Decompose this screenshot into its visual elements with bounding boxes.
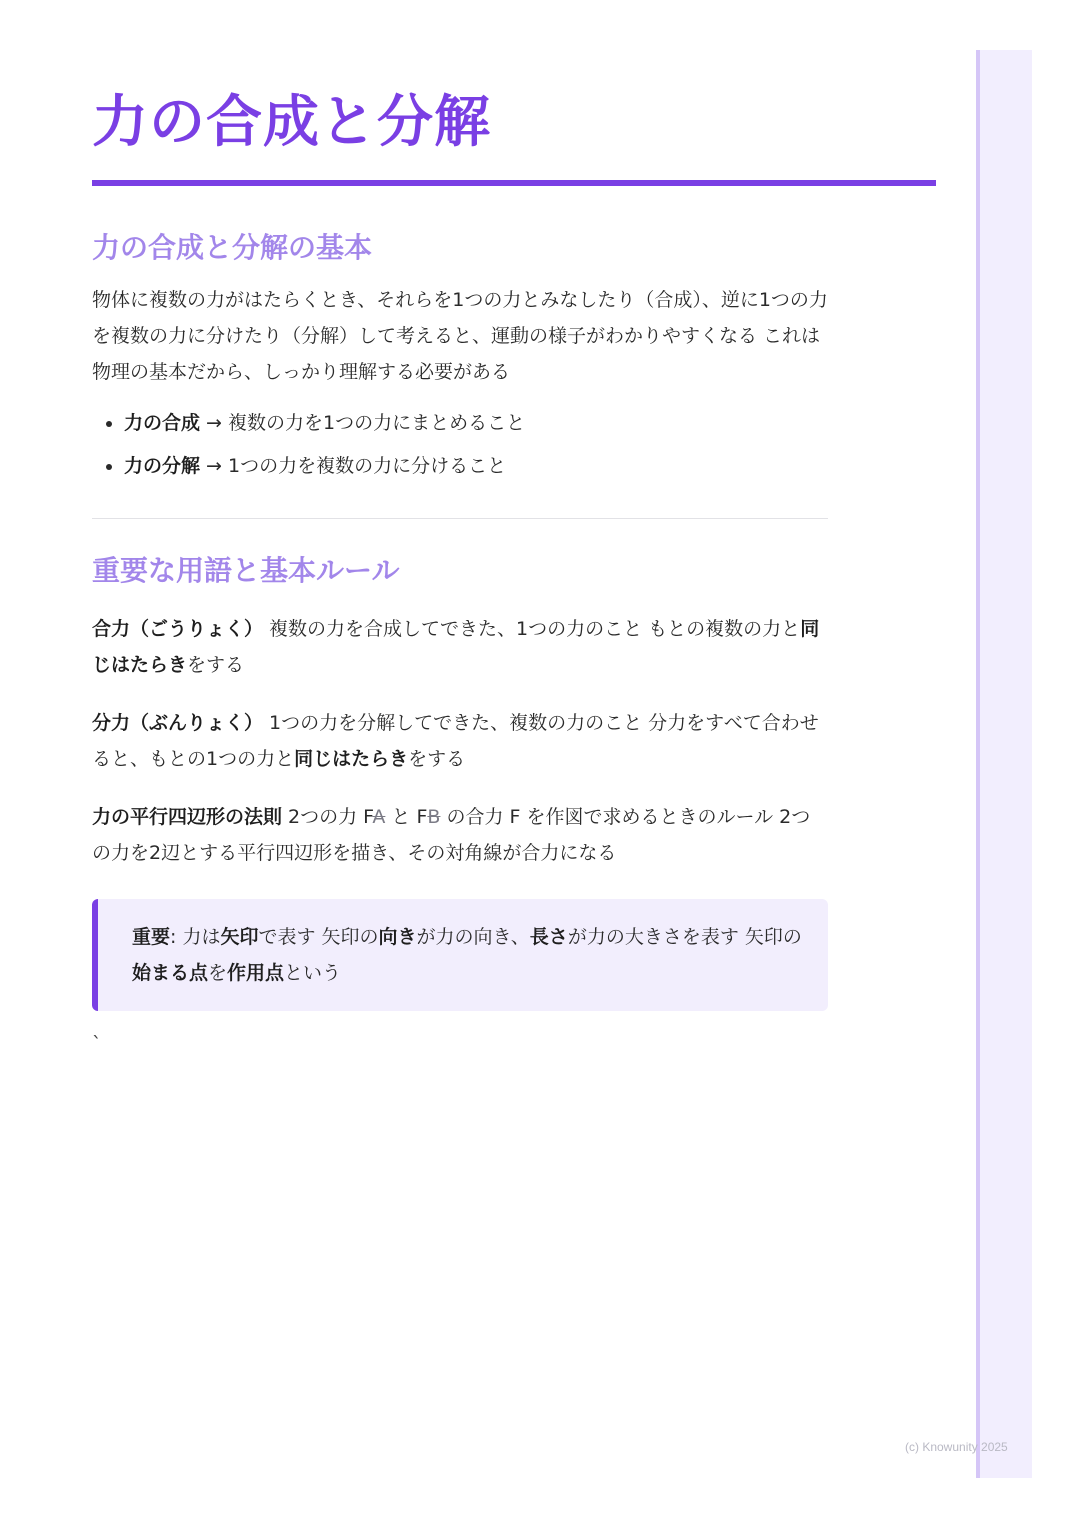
right-margin-strip xyxy=(976,50,1032,1478)
callout-emphasis: 向き xyxy=(378,926,417,948)
callout-text: という xyxy=(284,962,342,984)
term-parallelogram-law xyxy=(92,799,828,871)
callout-text: を xyxy=(208,962,228,984)
callout-emphasis: 矢印 xyxy=(220,926,259,948)
callout-label: 重要 xyxy=(132,926,171,948)
bullet-term: 力の合成 xyxy=(124,412,201,434)
callout-emphasis: 始まる点 xyxy=(132,962,209,984)
term-text: と F xyxy=(385,806,428,828)
callout-text: で表す 矢印の xyxy=(258,926,379,948)
bullet-list xyxy=(92,402,828,488)
section-heading-terms: 重要な用語と基本ルール xyxy=(92,554,400,587)
document-content xyxy=(92,86,936,1055)
intro-paragraph: 物体に複数の力がはたらくとき、それらを1つの力とみなしたり（合成）、逆に1つの力を複数の力に分けたり（分解）して考えると、運動の様子がわかりやすくなる これは物理の基本だから、しっかり理解する必要がある xyxy=(92,289,828,383)
subscript-a: A xyxy=(372,806,386,828)
term-resultant-force xyxy=(92,611,828,683)
callout-text: が力の向き、 xyxy=(416,926,530,948)
copyright-footer: (c) Knowunity 2025 xyxy=(905,1440,1008,1454)
bullet-term: 力の分解 xyxy=(124,455,201,477)
section-divider xyxy=(92,518,828,519)
callout-emphasis: 作用点 xyxy=(227,962,285,984)
term-text: をする xyxy=(408,748,466,770)
term-label: 分力（ぶんりょく） xyxy=(92,712,264,734)
list-item xyxy=(124,402,828,445)
bullet-desc: → 複数の力を1つの力にまとめること xyxy=(200,412,526,434)
bullet-desc: → 1つの力を複数の力に分けること xyxy=(200,455,507,477)
stray-mark: ` xyxy=(92,1033,102,1055)
callout-text: が力の大きさを表す 矢印の xyxy=(567,926,802,948)
callout-emphasis: 長さ xyxy=(529,926,568,948)
term-label: 合力（ごうりょく） xyxy=(92,618,264,640)
title-underline xyxy=(92,180,936,186)
document-body xyxy=(92,230,828,1055)
term-text: の合力 F を作図で求めるときのルール 2つの力を2辺とする平行四辺形を描き、その対角線が合力になる xyxy=(92,806,811,864)
list-item xyxy=(124,445,828,488)
term-emphasis: 同じはたらき xyxy=(294,748,409,770)
important-callout xyxy=(92,899,828,1011)
term-component-force xyxy=(92,705,828,777)
callout-text: : 力は xyxy=(170,926,221,948)
term-text: 複数の力を合成してできた、1つの力のこと もとの複数の力と xyxy=(263,618,801,640)
term-text: 2つの力 F xyxy=(282,806,373,828)
page-title: 力の合成と分解 xyxy=(92,90,491,155)
section-heading-basics: 力の合成と分解の基本 xyxy=(92,231,373,264)
term-text: 1つの力を分解してできた、複数の力のこと 分力をすべて合わせると、もとの1つの力と xyxy=(92,712,819,770)
term-label: 力の平行四辺形の法則 xyxy=(92,806,283,828)
term-emphasis: 同じはたらき xyxy=(92,618,820,676)
subscript-b: B xyxy=(427,806,441,828)
term-text: をする xyxy=(187,654,245,676)
